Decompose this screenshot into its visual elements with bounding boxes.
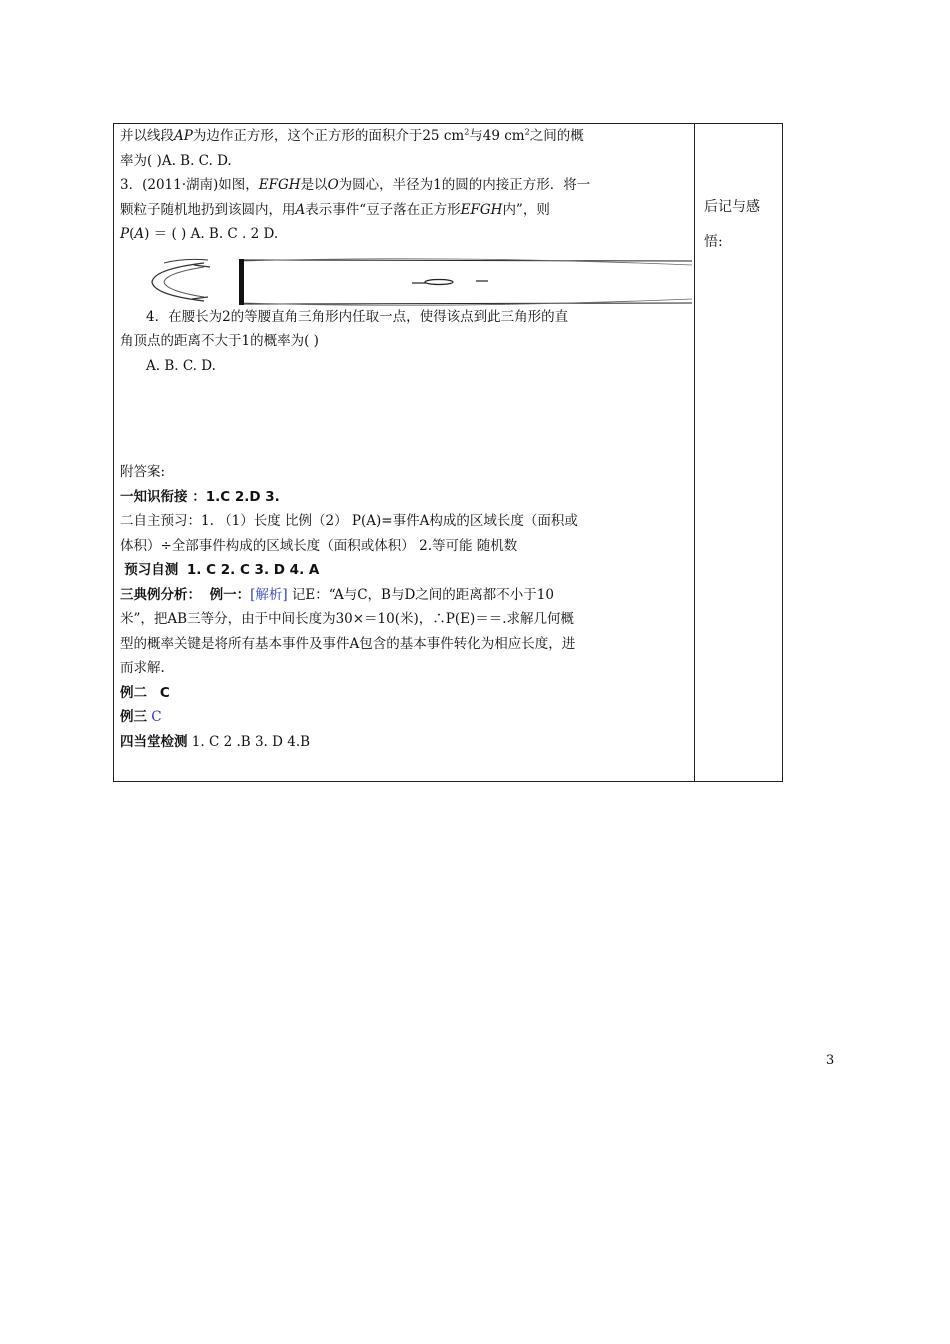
text: O (327, 177, 339, 193)
text: 为圆心，半径为1的圆的内接正方形．将一 (338, 177, 591, 193)
example-label: 例三 (120, 709, 147, 725)
answer-section-3 (120, 583, 688, 608)
superscript: 2 (464, 127, 470, 137)
q3-line-1 (120, 173, 688, 198)
text: 1. （1）长度 比例（2） P(A)=事件A构成的区域长度（面积或 (201, 513, 578, 529)
text: 1.C 2.D 3. (205, 488, 280, 505)
worksheet-table (113, 123, 783, 782)
text: EFGH (258, 177, 301, 193)
text: 内”，则 (502, 201, 550, 218)
answer-section-2 (120, 509, 688, 534)
answer-example-2 (120, 681, 688, 706)
text: 之间的概 (529, 128, 584, 144)
text: C (159, 684, 170, 701)
text: AP (174, 128, 193, 144)
text: 记E：“A与C，B与D之间的距离都不小于10 (287, 586, 554, 603)
text: 并以线段 (120, 128, 174, 144)
q3-line-2 (120, 198, 688, 223)
text: 表示事件“豆子落在正方形 (305, 201, 461, 218)
answer-section-3-l4: 而求解. (120, 660, 165, 676)
example-label: 例一： (209, 586, 251, 603)
afterword-title: 后记与感 (704, 199, 760, 215)
analysis-tag: [解析] (250, 586, 288, 603)
q4-line-1: 4．在腰长为2的等腰直角三角形内任取一点，使得该点到此三角形的直 (146, 308, 569, 325)
broken-figure-image (144, 255, 692, 309)
text: 1. C 2. C 3. D 4. A (186, 562, 320, 578)
afterword-column (704, 190, 782, 260)
section-label: 四当堂检测 (120, 733, 188, 750)
text: C (151, 709, 162, 725)
answer-section-1 (120, 485, 688, 510)
page-number: 3 (826, 1053, 835, 1068)
main-column (120, 124, 688, 754)
example-label: 例二 (120, 684, 147, 701)
text: 1. C 2 .B 3. D 4.B (191, 733, 311, 750)
text: ) ＝ ( ) A. B. C . 2 D. (144, 226, 279, 242)
answer-section-4 (120, 730, 688, 755)
section-label: 预习自测 (124, 562, 179, 578)
section-label: 一知识衔接 ： (120, 488, 206, 505)
answer-section-3-l2: 米”，把AB三等分，由于中间长度为30×＝10(米)，∴P(E)＝＝.求解几何概 (120, 611, 575, 627)
q2-line-2: 率为( )A. B. C. D. (120, 152, 232, 169)
q4-options: A. B. C. D. (146, 357, 216, 374)
blank-space (120, 378, 688, 460)
text: 与49 cm (469, 128, 525, 144)
answers-heading: 附答案: (120, 464, 166, 480)
afterword-title-cont: 悟: (704, 234, 723, 250)
text: EFGH (460, 201, 503, 218)
superscript: 2 (524, 127, 530, 137)
text: ( (129, 226, 135, 242)
answer-section-2-cont: 体积）÷全部事件构成的区域长度（面积或体积） 2.等可能 随机数 (120, 537, 518, 554)
text: 是以 (300, 177, 328, 193)
text: A (134, 226, 145, 242)
answer-preview-test (120, 558, 688, 583)
text: 颗粒子随机地扔到该圆内，用 (120, 201, 296, 218)
column-divider (694, 124, 695, 781)
section-label: 二自主预习： (120, 513, 201, 529)
text: 为边作正方形，这个正方形的面积介于25 cm (192, 128, 465, 144)
text: 3．(2011·湖南)如图， (120, 177, 259, 193)
section-label: 三典例分析： (120, 586, 201, 603)
q2-line-1 (120, 124, 688, 149)
text: A (295, 201, 306, 218)
q4-line-2: 角顶点的距离不大于1的概率为( ) (120, 333, 319, 349)
text: P (120, 226, 130, 242)
answer-example-3 (120, 705, 688, 730)
q3-line-3 (120, 222, 688, 247)
answer-section-3-l3: 型的概率关键是将所有基本事件及事件A包含的基本事件转化为相应长度，进 (120, 635, 576, 652)
